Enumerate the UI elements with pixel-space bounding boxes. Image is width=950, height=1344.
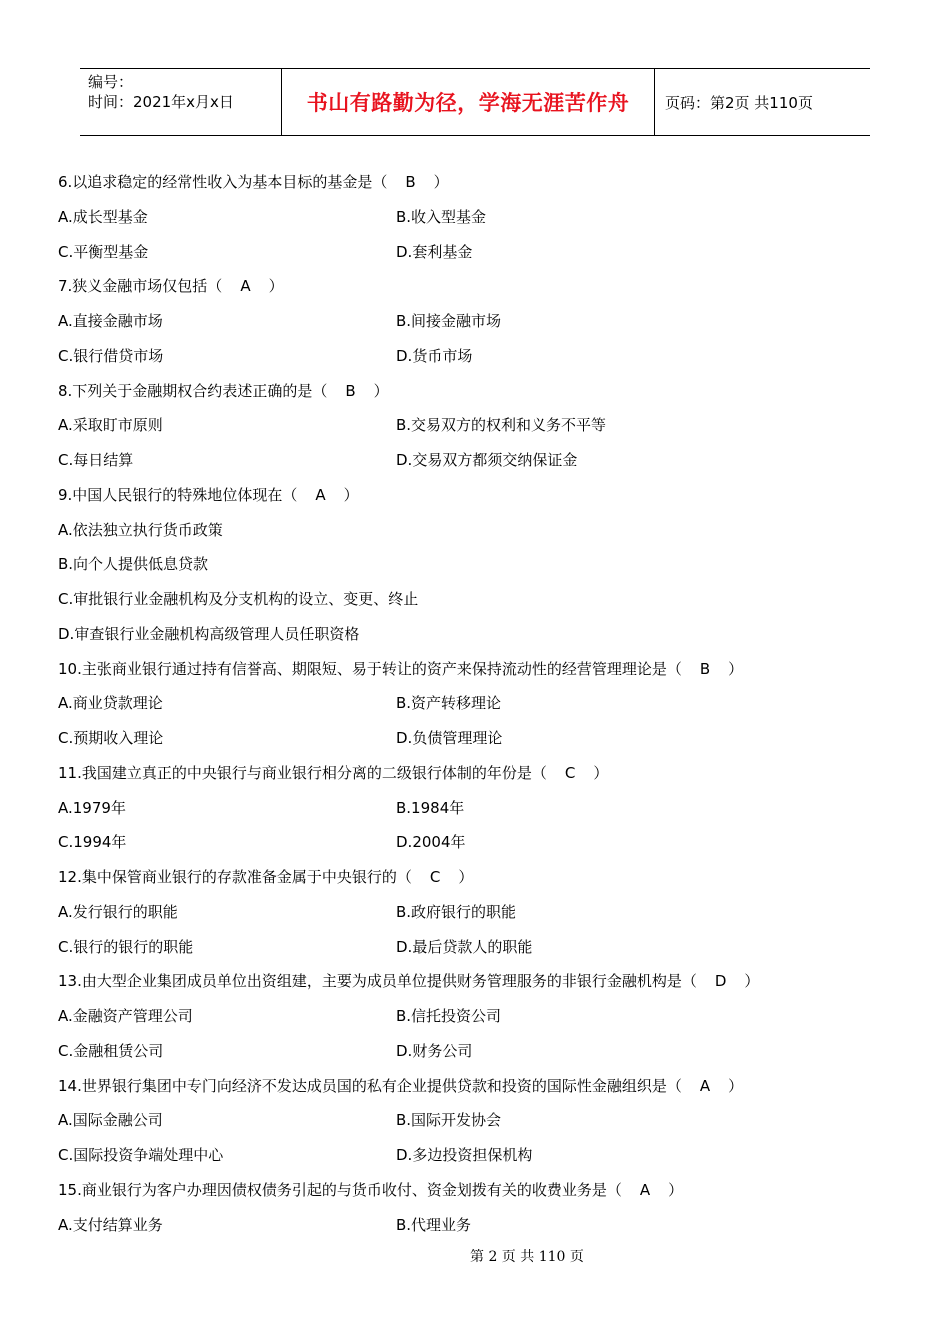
answer-option: B.代理业务 [396, 1215, 472, 1234]
question-stem [58, 1173, 888, 1208]
question-text: 11.我国建立真正的中央银行与商业银行相分离的二级银行体制的年份是（ [58, 763, 547, 782]
question-close: ） [744, 972, 760, 991]
answer-option: B.信托投资公司 [396, 1007, 502, 1025]
option-row [58, 1103, 888, 1138]
question-close: ） [343, 485, 359, 504]
question-text: 8.下列关于金融期权合约表述正确的是（ [58, 381, 328, 400]
answer-option: A.成长型基金 [58, 207, 148, 226]
answer-option: B.收入型基金 [396, 207, 487, 226]
answer-option: D.负债管理理论 [396, 729, 503, 747]
answer-option: B.交易双方的权利和义务不平等 [396, 416, 607, 435]
answer-option: D.审查银行业金融机构高级管理人员任职资格 [58, 624, 360, 643]
header-motto-cell [282, 69, 655, 135]
answer-option: C.银行的银行的职能 [58, 937, 194, 956]
question-stem [58, 756, 888, 791]
option-row [58, 686, 888, 721]
question-stem [58, 269, 888, 304]
answer-option: D.2004年 [396, 833, 466, 852]
question-close: ） [728, 659, 744, 678]
answer-option: B.政府银行的职能 [396, 902, 517, 921]
option-row [58, 791, 888, 826]
question-answer: C [429, 868, 441, 886]
question-close: ） [268, 277, 284, 296]
option-row [58, 930, 888, 965]
answer-option: B.1984年 [396, 798, 465, 817]
question-list [58, 165, 888, 1242]
option-row [58, 443, 888, 478]
answer-option: C.预期收入理论 [58, 729, 164, 747]
option-row [58, 582, 888, 617]
answer-option: B.国际开发协会 [396, 1111, 502, 1130]
question-text: 7.狭义金融市场仅包括（ [58, 277, 223, 296]
answer-option: C.每日结算 [58, 451, 134, 469]
option-row [58, 304, 888, 339]
question-stem [58, 652, 888, 687]
option-row [58, 617, 888, 652]
option-row [58, 513, 888, 548]
question-text: 15.商业银行为客户办理因债权债务引起的与货币收付、资金划拨有关的收费业务是（ [58, 1180, 622, 1199]
answer-option: B.向个人提供低息贷款 [58, 555, 209, 574]
answer-option: A.支付结算业务 [58, 1215, 163, 1234]
option-row [58, 547, 888, 582]
answer-option: C.国际投资争端处理中心 [58, 1146, 224, 1164]
answer-option: A.商业贷款理论 [58, 694, 163, 713]
option-row [58, 200, 888, 235]
option-row [58, 825, 888, 860]
answer-option: A.直接金融市场 [58, 312, 163, 330]
question-text: 14.世界银行集团中专门向经济不发达成员国的私有企业提供贷款和投资的国际性金融组织是（ [58, 1076, 682, 1095]
header-motto: 书山有路勤为径，学海无涯苦作舟 [306, 91, 630, 115]
question-answer: A [315, 485, 326, 504]
question-close: ） [728, 1076, 744, 1095]
answer-option: D.套利基金 [396, 242, 473, 261]
document-number: 编号： [88, 73, 134, 91]
option-row [58, 235, 888, 270]
answer-option: A.国际金融公司 [58, 1111, 163, 1130]
document-date: 时间：2021年x月x日 [88, 93, 234, 111]
answer-option: A.依法独立执行货币政策 [58, 520, 223, 539]
answer-option: A.发行银行的职能 [58, 902, 178, 921]
question-answer: B [345, 381, 356, 400]
option-row [58, 895, 888, 930]
question-answer: A [699, 1076, 711, 1095]
answer-option: C.平衡型基金 [58, 242, 149, 261]
header-page-info: 页码：第2页 共110页 [665, 93, 813, 112]
option-row [58, 999, 888, 1034]
answer-option: D.货币市场 [396, 346, 473, 365]
question-stem [58, 860, 888, 895]
page-footer: 第 2 页 共 110 页 [470, 1249, 584, 1265]
question-text: 13.由大型企业集团成员单位出资组建，主要为成员单位提供财务管理服务的非银行金融机构是（ [58, 972, 697, 991]
question-answer: C [564, 763, 576, 782]
answer-option: D.财务公司 [396, 1041, 473, 1060]
answer-option: C.金融租赁公司 [58, 1041, 164, 1060]
question-text: 12.集中保管商业银行的存款准备金属于中央银行的（ [58, 868, 412, 886]
answer-option: C.审批银行业金融机构及分支机构的设立、变更、终止 [58, 590, 419, 608]
question-close: ） [593, 763, 609, 782]
answer-option: C.银行借贷市场 [58, 346, 164, 365]
answer-option: C.1994年 [58, 833, 127, 852]
question-stem [58, 374, 888, 409]
option-row [58, 721, 888, 756]
question-answer: A [639, 1180, 651, 1199]
page-header [80, 68, 870, 136]
option-row [58, 339, 888, 374]
question-close: ） [458, 868, 474, 886]
question-text: 9.中国人民银行的特殊地位体现在（ [58, 485, 298, 504]
question-answer: A [240, 277, 251, 296]
answer-option: A.金融资产管理公司 [58, 1007, 193, 1025]
answer-option: D.多边投资担保机构 [396, 1146, 533, 1164]
question-text: 6.以追求稳定的经常性收入为基本目标的基金是（ [58, 173, 388, 191]
question-stem [58, 1069, 888, 1104]
answer-option: A.1979年 [58, 798, 126, 817]
question-text: 10.主张商业银行通过持有信誉高、期限短、易于转让的资产来保持流动性的经营管理理论是（ [58, 659, 682, 678]
option-row [58, 1138, 888, 1173]
answer-option: B.资产转移理论 [396, 694, 502, 713]
question-stem [58, 478, 888, 513]
answer-option: D.交易双方都须交纳保证金 [396, 451, 578, 469]
option-row [58, 1208, 888, 1243]
answer-option: A.采取盯市原则 [58, 416, 163, 435]
answer-option: D.最后贷款人的职能 [396, 937, 533, 956]
question-answer: D [714, 972, 727, 991]
header-meta [80, 69, 282, 135]
header-page-info-cell [655, 69, 870, 135]
option-row [58, 1034, 888, 1069]
answer-option: B.间接金融市场 [396, 312, 502, 330]
question-close: ） [668, 1180, 684, 1199]
question-stem [58, 165, 888, 200]
question-answer: B [699, 659, 711, 678]
question-close: ） [373, 381, 389, 400]
question-close: ） [433, 173, 449, 191]
option-row [58, 408, 888, 443]
question-stem [58, 964, 888, 999]
question-answer: B [405, 173, 416, 191]
